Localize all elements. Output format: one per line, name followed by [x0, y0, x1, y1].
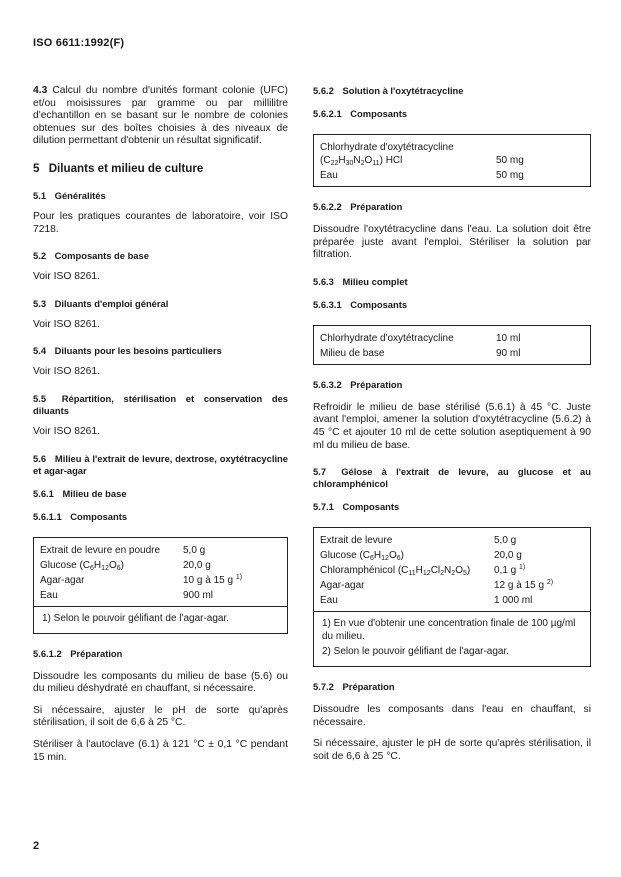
heading-5-3 [33, 298, 288, 310]
heading-number: 5.7 [313, 466, 327, 478]
component-name: Agar-agar [40, 574, 85, 586]
component-name: Chlorhydrate d'oxytétracycline [320, 332, 454, 344]
section-title: Diluants et milieu de culture [48, 161, 204, 175]
heading-number: 5.6.2.1 [313, 108, 342, 119]
heading-number: 5.7.1 [313, 501, 334, 513]
table-row [314, 135, 590, 168]
component-value: 10 g à 15 g $^{1)}$ [183, 573, 243, 586]
heading-5-6-3 [313, 276, 591, 288]
component-value: 1 000 ml [494, 595, 533, 607]
table-row [314, 548, 590, 563]
component-name: Glucose $(C_6H_{12}O_6)$ [40, 559, 124, 572]
heading-number: 5.7.2 [313, 681, 334, 693]
component-value: 5,0 g [494, 535, 517, 547]
composition-table [314, 528, 590, 611]
paragraph-5-6-1-2-c: Stériliser à l'autoclave (6.1) à 121 °C ± 0,1 °C pendant 15 min. [33, 738, 288, 763]
footnote-ref: 1) [235, 573, 243, 581]
section-5-heading [33, 162, 288, 176]
component-name: Eau [40, 589, 58, 601]
table-row [34, 588, 287, 606]
heading-number: 5.6.3 [313, 275, 334, 287]
composition-table [314, 326, 590, 364]
table-footnotes [34, 606, 287, 633]
paragraph-5-5: Voir ISO 8261. [33, 425, 100, 437]
heading-number: 5.6.3.1 [313, 298, 342, 310]
component-name: Eau [320, 170, 338, 181]
heading-title: Préparation [342, 681, 395, 693]
heading-number: 5.3 [33, 297, 47, 309]
table-row [314, 593, 590, 611]
heading-5-7-1 [313, 501, 591, 513]
heading-title: Milieu à l'extrait de levure, dextrose, oxytétracycline et agar-agar [33, 452, 288, 476]
heading-number: 5.6.1 [33, 487, 54, 499]
component-value: 50 mg [496, 155, 524, 166]
heading-title: Composants [350, 108, 408, 119]
heading-5-6-1-2 [33, 648, 288, 660]
footnote: 1) Selon le pouvoir gélifiant de l'agar-agar. [42, 612, 230, 624]
table-footnotes [314, 611, 590, 666]
clause-text: Calcul du nombre d'unités formant colonie (UFC) et/ou moisissures par gramme ou par millilitre d'echantillon en se basant sur le nombre de colonies obtenues sur des boîtes choisies à des niveaux de dilution permettant d'obtenir un résultat significatif. [33, 85, 288, 147]
paragraph-5-7-2-a: Dissoudre les composants dans l'eau en chauffant, si nécessaire. [313, 704, 591, 728]
component-name: Glucose $(C_6H_{12}O_6)$ [320, 550, 404, 563]
component-value: 5,0 g [183, 544, 206, 556]
heading-title: Diluants d'emploi général [54, 297, 169, 309]
clause-number: 4.3 [33, 85, 48, 96]
page-number: 2 [33, 840, 40, 852]
heading-5-6-1-1 [33, 511, 288, 523]
composition-box-5-7-1 [313, 527, 591, 667]
table-row [314, 168, 590, 186]
footnote: 1) En vue d'obtenir une concentration finale de 100 µg/ml du milieu. [322, 618, 576, 643]
heading-5-6-1 [33, 488, 288, 500]
composition-box-5-6-3-1 [313, 325, 591, 365]
heading-5-6 [33, 453, 288, 477]
heading-title: Milieu de base [62, 487, 127, 499]
heading-5-2 [33, 250, 288, 262]
heading-title: Composants [350, 298, 408, 310]
component-name: Agar-agar [320, 580, 365, 592]
paragraph-5-6-3-2: Refroidir le milieu de base stérilisé (5.6.1) à 45 °C. Juste avant l'emploi, amener la solution d'oxytétracycline (5.6.2) à 45 °C et ajouter 10 ml de cette solution aseptiquement à 90 ml du milieu de base. [313, 401, 591, 451]
component-value: 900 ml [183, 589, 214, 601]
heading-5-6-3-1 [313, 299, 591, 311]
component-name: Milieu de base [320, 347, 385, 359]
composition-box-5-6-1-1 [33, 537, 288, 634]
table-row [34, 558, 287, 573]
component-value: 50 mg [496, 170, 524, 181]
footnote: 2) Selon le pouvoir gélifiant de l'agar-agar. [322, 646, 510, 658]
table-row [314, 578, 590, 593]
heading-title: Préparation [70, 647, 123, 659]
component-name: Eau [320, 595, 338, 607]
heading-title: Préparation [350, 378, 403, 390]
component-name: Extrait de levure [320, 535, 393, 547]
heading-title: Composants de base [54, 250, 149, 262]
heading-title: Généralités [54, 189, 106, 201]
heading-5-1 [33, 190, 288, 202]
heading-title: Diluants pour les besoins particuliers [54, 345, 222, 357]
heading-title: Solution à l'oxytétracycline [342, 85, 464, 96]
heading-number: 5.1 [33, 189, 47, 201]
clause-4-3 [33, 85, 288, 148]
component-name: Chloramphénicol $(C_{11}H_{12}Cl_2N_2O_5)$ [320, 565, 471, 578]
standard-id-header: ISO 6611:1992(F) [33, 37, 125, 49]
heading-title: Préparation [350, 201, 403, 212]
footnote-ref: 1) [519, 564, 526, 572]
heading-5-7 [313, 466, 591, 490]
heading-5-6-2-2 [313, 201, 591, 213]
section-number: 5 [33, 161, 40, 175]
table-row [34, 538, 287, 558]
component-name: Chlorhydrate d'oxytétracycline $(C_{22}H_{30}N_2O_{11})$ HCl [320, 142, 454, 167]
heading-5-6-2 [313, 85, 591, 97]
heading-5-6-2-1 [313, 108, 591, 120]
table-row [314, 528, 590, 548]
composition-table [314, 135, 590, 186]
heading-title: Milieu complet [342, 275, 408, 287]
component-value: 20,0 g [183, 559, 211, 571]
component-value: 12 g à 15 g $^{2)}$ [494, 579, 554, 592]
paragraph-5-7-2-b: Si nécessaire, ajuster le pH de sorte qu'après stérilisation, il soit de 6,6 à 25 °C. [313, 738, 591, 762]
composition-table [34, 538, 287, 606]
footnote-ref: 2) [546, 579, 554, 587]
left-column [33, 85, 288, 764]
component-value: 0,1 g $^{1)}$ [494, 564, 526, 577]
heading-title: Composants [70, 510, 128, 522]
component-value: 20,0 g [494, 550, 522, 562]
heading-number: 5.6.1.1 [33, 510, 62, 522]
heading-5-6-3-2 [313, 379, 591, 391]
heading-number: 5.5 [33, 392, 47, 404]
heading-number: 5.6.1.2 [33, 647, 62, 659]
heading-number: 5.6.2 [313, 85, 334, 96]
heading-number: 5.6 [33, 452, 47, 464]
heading-number: 5.6.3.2 [313, 378, 342, 390]
paragraph-5-3: Voir ISO 8261. [33, 318, 100, 330]
composition-box-5-6-2-1 [313, 134, 591, 187]
heading-5-5 [33, 393, 288, 417]
component-value: 90 ml [496, 347, 521, 359]
heading-title: Répartition, stérilisation et conservation des diluants [33, 392, 288, 416]
heading-number: 5.2 [33, 250, 47, 262]
table-row [34, 573, 287, 588]
right-column [313, 85, 591, 764]
component-name: Extrait de levure en poudre [40, 544, 161, 556]
component-value: 10 ml [496, 332, 521, 344]
table-row [314, 326, 590, 346]
paragraph-5-4: Voir ISO 8261. [33, 366, 100, 378]
heading-title: Gélose à l'extrait de levure, au glucose et au chloramphénicol [313, 466, 591, 490]
paragraph-5-1: Pour les pratiques courantes de laboratoire, voir ISO 7218. [33, 210, 288, 235]
table-row [314, 346, 590, 364]
paragraph-5-6-1-2-b: Si nécessaire, ajuster le pH de sorte qu'après stérilisation, il soit de 6,6 à 25 °C. [33, 704, 288, 729]
paragraph-5-6-2-2: Dissoudre l'oxytétracycline dans l'eau. La solution doit être préparée juste avant l'emploi. Stériliser la solution par filtration. [313, 224, 591, 261]
heading-title: Composants [342, 501, 400, 513]
paragraph-5-6-1-2-a: Dissoudre les composants du milieu de base (5.6) ou du milieu déshydraté en chauffant, si nécessaire. [33, 670, 288, 695]
heading-5-4 [33, 345, 288, 357]
paragraph-5-2: Voir ISO 8261. [33, 271, 100, 283]
heading-5-7-2 [313, 681, 591, 693]
table-row [314, 563, 590, 578]
heading-number: 5.4 [33, 345, 47, 357]
heading-number: 5.6.2.2 [313, 201, 342, 212]
